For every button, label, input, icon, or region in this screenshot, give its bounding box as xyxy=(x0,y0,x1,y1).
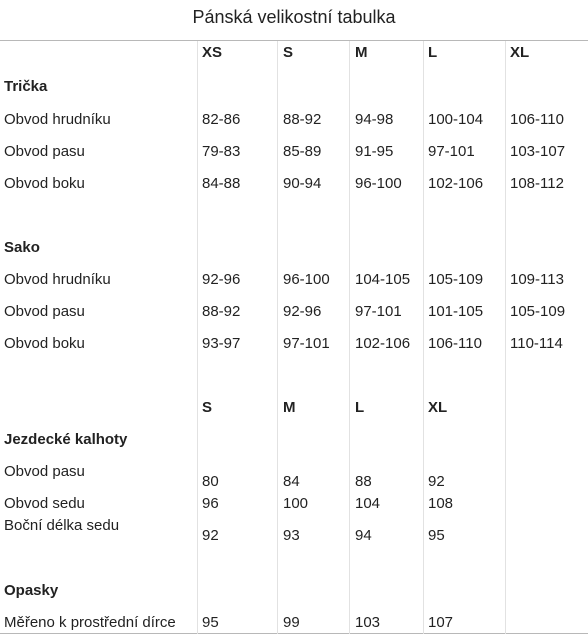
section-label-opasky: Opasky xyxy=(4,582,59,599)
table-cell: 107 xyxy=(428,614,454,631)
table-cell: 100-104 xyxy=(428,111,484,128)
table-cell: 95 xyxy=(428,527,445,544)
row-label: Obvod boku xyxy=(4,335,85,352)
table-cell: 108 xyxy=(428,495,454,512)
table-cell: 106-110 xyxy=(428,335,482,352)
table-cell: 94 xyxy=(355,527,372,544)
table-cell: 96-100 xyxy=(283,271,330,288)
table-cell: 94-98 xyxy=(355,111,394,128)
table-cell: 93-97 xyxy=(202,335,241,352)
column-divider xyxy=(197,41,198,634)
table-cell: 104-105 xyxy=(355,271,411,288)
table-cell: 103-107 xyxy=(510,143,566,160)
table-cell: 84 xyxy=(283,473,300,490)
table-cell: 102-106 xyxy=(428,175,484,192)
table-cell: 88-92 xyxy=(202,303,241,320)
row-label: Obvod boku xyxy=(4,175,85,192)
column-divider xyxy=(349,41,350,634)
col-header-m: M xyxy=(355,44,368,61)
table-cell: 88-92 xyxy=(283,111,322,128)
row-label: Měřeno k prostřední dírce xyxy=(4,614,176,631)
table-cell: 92 xyxy=(428,473,445,490)
row-label: Boční délka sedu xyxy=(4,517,120,534)
table-cell: 79-83 xyxy=(202,143,241,160)
table-cell: 108-112 xyxy=(510,175,564,192)
col-header-m: M xyxy=(283,399,296,416)
table-cell: 96-100 xyxy=(355,175,402,192)
table-cell: 92 xyxy=(202,527,219,544)
table-cell: 82-86 xyxy=(202,111,241,128)
table-cell: 80 xyxy=(202,473,219,490)
section-label-jezdecke-kalhoty: Jezdecké kalhoty xyxy=(4,431,128,448)
table-cell: 97-101 xyxy=(428,143,475,160)
table-cell: 103 xyxy=(355,614,381,631)
column-divider xyxy=(505,41,506,634)
col-header-xs: XS xyxy=(202,44,223,61)
col-header-xl: XL xyxy=(428,399,448,416)
column-divider xyxy=(277,41,278,634)
table-cell: 106-110 xyxy=(510,111,564,128)
table-cell: 102-106 xyxy=(355,335,411,352)
table-top-rule xyxy=(0,40,588,41)
col-header-l: L xyxy=(428,44,438,61)
table-cell: 100 xyxy=(283,495,309,512)
col-header-l: L xyxy=(355,399,365,416)
table-cell: 92-96 xyxy=(202,271,241,288)
table-cell: 105-109 xyxy=(428,271,484,288)
table-cell: 97-101 xyxy=(283,335,330,352)
col-header-xl: XL xyxy=(510,44,530,61)
row-label: Obvod hrudníku xyxy=(4,271,111,288)
table-cell: 90-94 xyxy=(283,175,322,192)
table-cell: 96 xyxy=(202,495,219,512)
table-cell: 93 xyxy=(283,527,300,544)
column-divider xyxy=(423,41,424,634)
table-cell: 104 xyxy=(355,495,381,512)
table-cell: 95 xyxy=(202,614,219,631)
table-cell: 105-109 xyxy=(510,303,566,320)
row-label: Obvod sedu xyxy=(4,495,85,512)
table-cell: 91-95 xyxy=(355,143,394,160)
table-cell: 92-96 xyxy=(283,303,322,320)
col-header-s: S xyxy=(202,399,213,416)
table-cell: 97-101 xyxy=(355,303,402,320)
col-header-s: S xyxy=(283,44,294,61)
row-label: Obvod pasu xyxy=(4,463,85,480)
table-cell: 84-88 xyxy=(202,175,241,192)
table-cell: 88 xyxy=(355,473,372,490)
row-label: Obvod pasu xyxy=(4,303,85,320)
row-label: Obvod pasu xyxy=(4,143,85,160)
table-cell: 110-114 xyxy=(510,335,563,352)
table-cell: 99 xyxy=(283,614,300,631)
row-label: Obvod hrudníku xyxy=(4,111,111,128)
section-label-sako: Sako xyxy=(4,239,40,256)
page-title: Pánská velikostní tabulka xyxy=(192,7,396,27)
section-label-tricka: Trička xyxy=(4,78,48,95)
table-cell: 101-105 xyxy=(428,303,484,320)
table-cell: 85-89 xyxy=(283,143,322,160)
table-cell: 109-113 xyxy=(510,271,564,288)
